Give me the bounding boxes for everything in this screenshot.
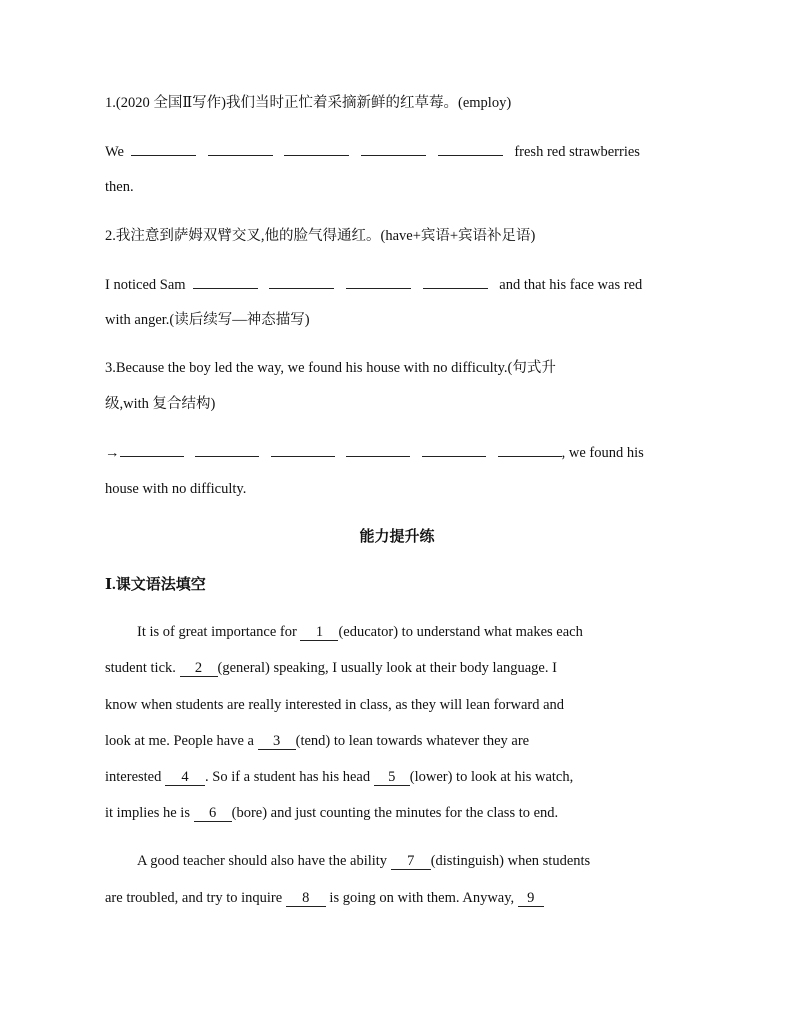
passage-text: (general) speaking, I usually look at their body language. I (217, 660, 557, 676)
passage-line (137, 622, 583, 642)
passage-text: interested (105, 769, 162, 785)
arrow-icon: → (105, 445, 120, 461)
passage-text: it implies he is (105, 805, 190, 821)
passage-line (105, 731, 529, 751)
answer-blank[interactable] (346, 442, 410, 457)
blank-number[interactable]: 7 (391, 853, 431, 870)
blank-number[interactable]: 5 (374, 769, 410, 786)
passage-text: (lower) to look at his watch, (409, 769, 574, 785)
q2-cont: with anger.(读后续写—神态描写) (105, 312, 310, 328)
answer-blank[interactable] (195, 442, 259, 457)
answer-blank[interactable] (208, 141, 273, 156)
blank-number[interactable]: 3 (258, 733, 296, 750)
blank-number[interactable]: 4 (165, 769, 205, 786)
passage-text: . So if a student has his head (205, 769, 371, 785)
passage-text: (bore) and just counting the minutes for the class to end. (231, 805, 559, 821)
q1-answer-line (105, 141, 640, 162)
q1-cont: then. (105, 179, 134, 195)
q3-prompt: 3.Because the boy led the way, we found his house with no difficulty.(句式升 (105, 360, 556, 376)
passage-text: look at me. People have a (105, 733, 254, 749)
passage-line: know when students are really interested in class, as they will lean forward and (105, 697, 565, 713)
passage-text: is going on with them. Anyway, (329, 890, 515, 906)
q2-line-start: I noticed Sam (105, 277, 186, 293)
passage-line (105, 767, 573, 787)
q2-prompt: 2.我注意到萨姆双臂交叉,他的脸气得通红。(have+宾语+宾语补足语) (105, 228, 536, 244)
answer-blank[interactable] (361, 141, 426, 156)
blank-number[interactable]: 8 (286, 890, 326, 907)
q3-prompt-cont: 级,with 复合结构) (105, 396, 216, 412)
q1-line-end: fresh red strawberries (514, 144, 640, 160)
answer-blank[interactable] (423, 274, 488, 289)
answer-blank[interactable] (284, 141, 349, 156)
passage-text: student tick. (105, 660, 176, 676)
answer-blank[interactable] (193, 274, 258, 289)
passage-text: A good teacher should also have the ability (137, 853, 388, 869)
passage-text: (educator) to understand what makes each (338, 624, 583, 640)
q3-cont: house with no difficulty. (105, 481, 247, 497)
q3-line-end: , we found his (561, 445, 644, 461)
q2-line-end: and that his face was red (499, 277, 643, 293)
blank-number[interactable]: 9 (518, 890, 544, 907)
passage-text: It is of great importance for (137, 624, 297, 640)
passage-text: (distinguish) when students (430, 853, 591, 869)
passage-text: (tend) to lean towards whatever they are (295, 733, 530, 749)
part1-title: Ⅰ.课文语法填空 (105, 577, 206, 593)
answer-blank[interactable] (438, 141, 503, 156)
blank-number[interactable]: 1 (300, 624, 338, 641)
q2-answer-line (105, 274, 642, 295)
q3-answer-line (105, 442, 644, 463)
blank-number[interactable]: 6 (194, 805, 232, 822)
passage-text: are troubled, and try to inquire (105, 890, 283, 906)
answer-blank[interactable] (422, 442, 486, 457)
answer-blank[interactable] (120, 442, 184, 457)
answer-blank[interactable] (346, 274, 411, 289)
q1-prompt: 1.(2020 全国Ⅱ写作)我们当时正忙着采摘新鲜的红草莓。(employ) (105, 95, 512, 111)
passage-line (105, 658, 557, 678)
blank-number[interactable]: 2 (180, 660, 218, 677)
answer-blank[interactable] (269, 274, 334, 289)
passage-line (105, 803, 558, 823)
q1-line-start: We (105, 144, 124, 160)
section-title: 能力提升练 (359, 529, 435, 545)
passage-line (137, 851, 590, 871)
answer-blank[interactable] (131, 141, 196, 156)
passage-line (105, 888, 544, 908)
answer-blank[interactable] (498, 442, 562, 457)
answer-blank[interactable] (271, 442, 335, 457)
